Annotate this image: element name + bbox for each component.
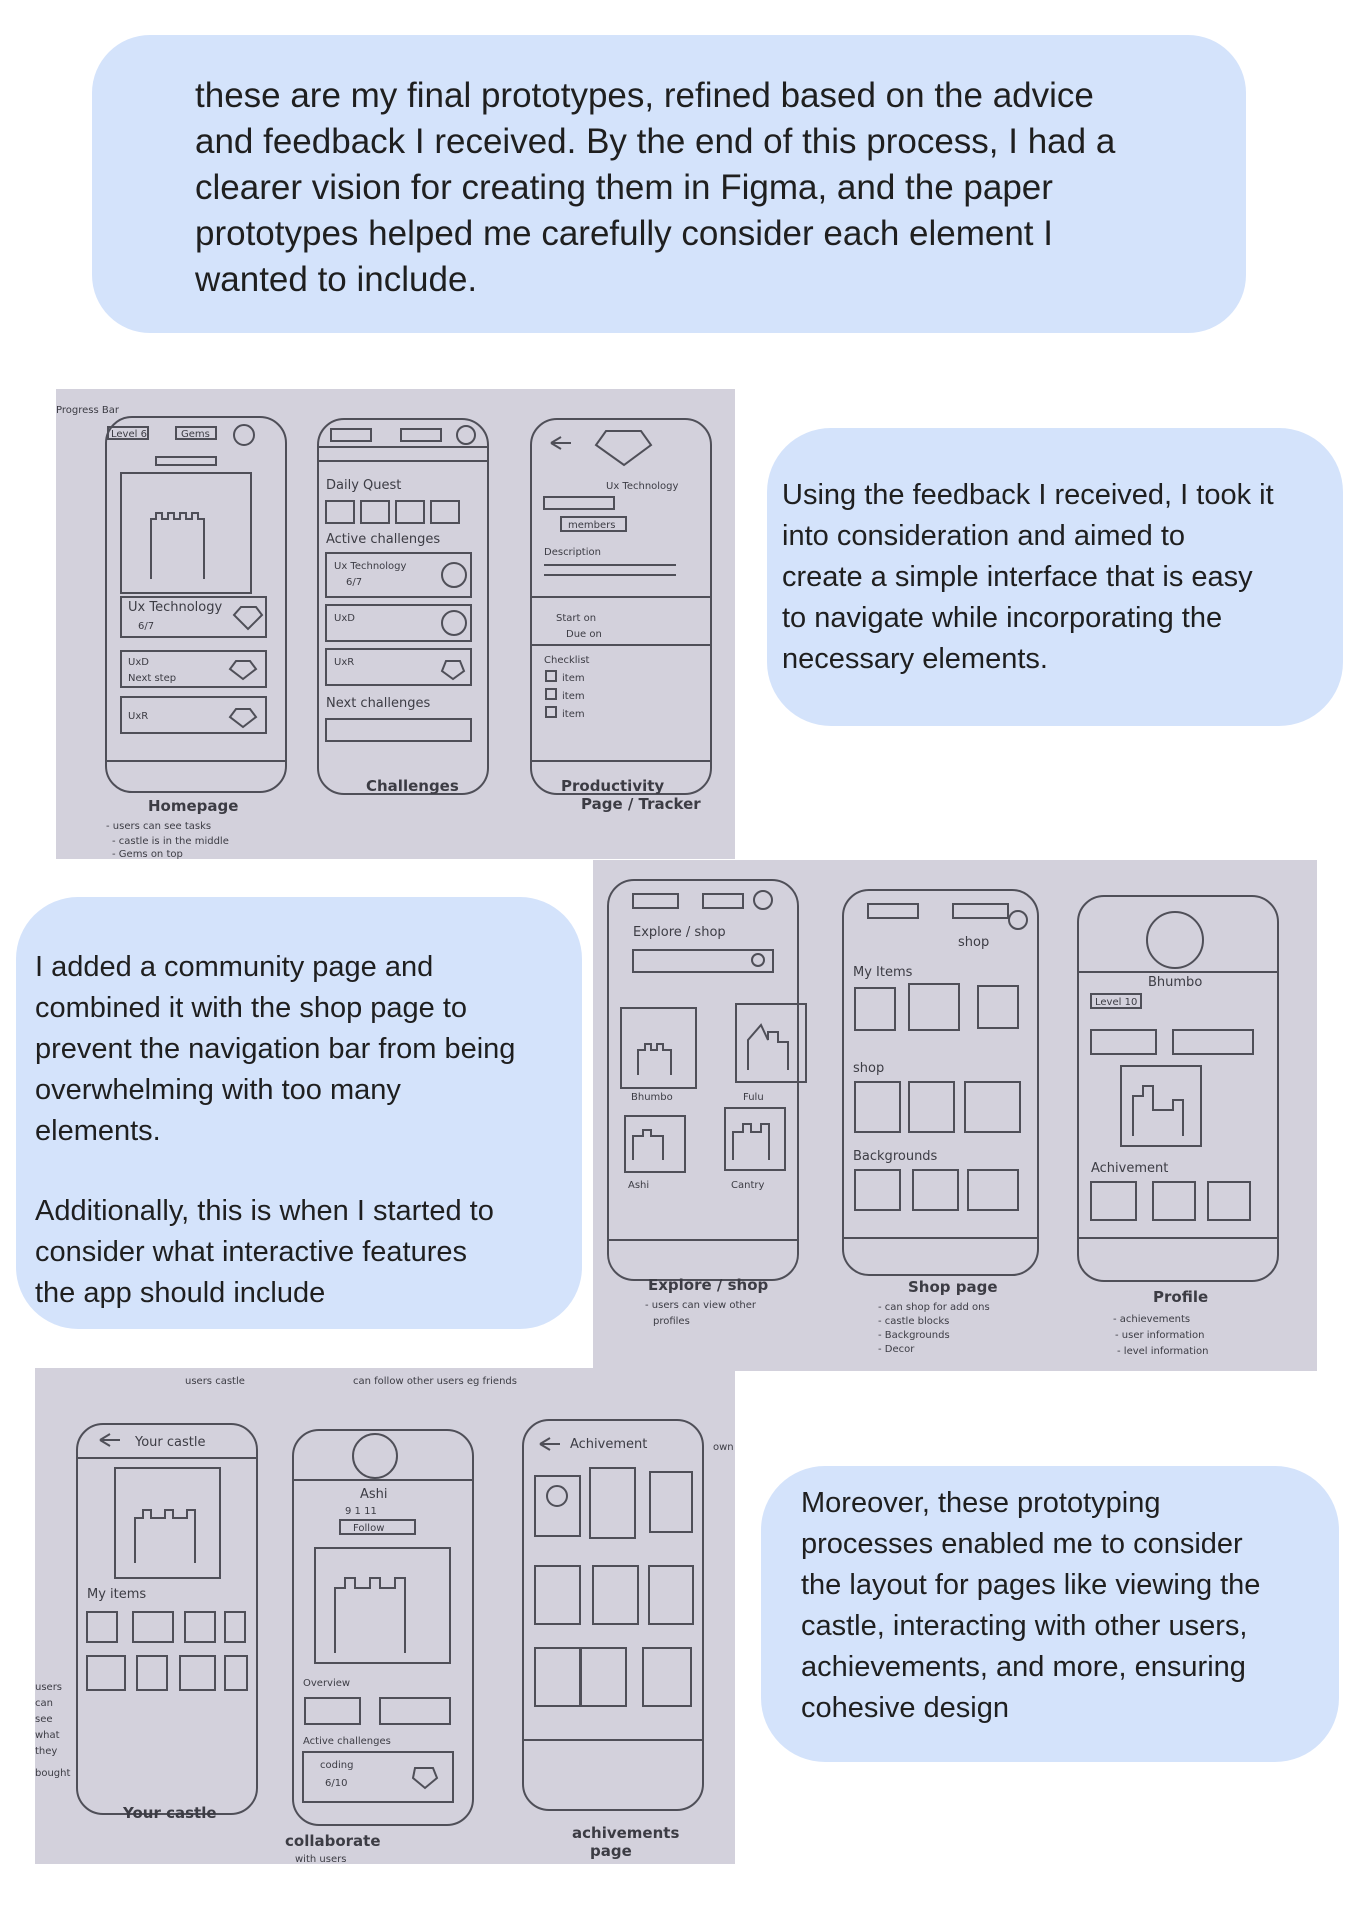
friend-name: Ashi <box>360 1487 388 1502</box>
profile-section: Achivement <box>1091 1161 1169 1176</box>
note-line: castle, interacting with other users, <box>801 1610 1248 1642</box>
card-label: UxD <box>128 657 149 668</box>
caption-tracker: Page / Tracker <box>581 795 701 813</box>
profile-note: - achievements <box>1113 1314 1191 1325</box>
castle-box <box>121 473 251 593</box>
sketch-drawing-2 <box>593 860 1317 1371</box>
phone-outline-tracker <box>531 419 711 794</box>
tracker-row: members <box>568 520 616 531</box>
intro-line: and feedback I received. By the end of this process, I had a <box>195 122 1116 161</box>
challenge-row: Active challenges <box>326 532 441 547</box>
castle-sketch <box>151 513 204 579</box>
shop-title: shop <box>958 935 990 950</box>
sketch-drawing-3 <box>35 1368 735 1864</box>
shop-section: Backgrounds <box>853 1149 938 1164</box>
caption-profile: Profile <box>1153 1288 1209 1306</box>
castle-section: My items <box>87 1587 147 1602</box>
avatar <box>1147 912 1203 968</box>
friend-stats: 9 1 11 <box>345 1506 377 1517</box>
note-line: necessary elements. <box>782 643 1048 675</box>
sketch-note: users castle <box>185 1376 245 1387</box>
achievement-title: Achivement <box>570 1437 648 1452</box>
challenge-row: Daily Quest <box>326 478 402 493</box>
tracker-row: Description <box>544 547 601 558</box>
sketch-photo-castle-friend-achievements <box>35 1368 735 1864</box>
shop-note: - Backgrounds <box>878 1330 950 1341</box>
phone-outline-castle <box>77 1424 257 1814</box>
profile-name: Bhumbo <box>1148 975 1203 990</box>
community-note-text-2 <box>35 1191 575 1314</box>
homepage-note: - users can see tasks <box>106 821 212 832</box>
layout-note-bubble <box>761 1466 1339 1762</box>
note-line: Using the feedback I received, I took it <box>782 479 1274 511</box>
card-progress: 6/7 <box>138 621 155 632</box>
phone-outline-achievements <box>523 1420 703 1810</box>
community-note-bubble <box>16 897 582 1329</box>
follow-label: Follow <box>353 1523 385 1534</box>
right-note: own <box>713 1442 734 1453</box>
sketch-photo-homepage-challenges-tracker <box>56 389 735 859</box>
note-line: create a simple interface that is easy <box>782 561 1253 593</box>
note-line: the layout for pages like viewing the <box>801 1569 1261 1601</box>
sketch-drawing-1 <box>56 389 735 859</box>
side-note: users <box>35 1682 63 1693</box>
shop-section: My Items <box>853 965 913 980</box>
intro-line: clearer vision for creating them in Figma, and the paper <box>195 168 1053 207</box>
shop-note: - can shop for add ons <box>878 1302 990 1313</box>
phone-outline-explore <box>608 880 798 1280</box>
note-line: to navigate while incorporating the <box>782 602 1223 634</box>
profile-note: - level information <box>1117 1346 1209 1357</box>
active-label: Active challenges <box>303 1736 391 1747</box>
gems-label: Gems <box>181 429 210 440</box>
explore-user: Ashi <box>628 1180 650 1191</box>
note-line: achievements, and more, ensuring <box>801 1651 1246 1683</box>
intro-line: prototypes helped me carefully consider each element I <box>195 214 1053 253</box>
search-icon <box>752 954 764 966</box>
coding-label: coding <box>320 1760 354 1771</box>
intro-line: these are my final prototypes, refined based on the advice <box>195 76 1094 115</box>
gem-icon <box>230 661 256 679</box>
caption-homepage: Homepage <box>148 797 239 815</box>
explore-user: Bhumbo <box>631 1092 673 1103</box>
tracker-row: item <box>562 673 585 684</box>
tracker-row: item <box>562 709 585 720</box>
castle-title: Your castle <box>135 1435 206 1450</box>
caption-productivity: Productivity <box>561 777 665 795</box>
note-line: the app should include <box>35 1277 326 1309</box>
progress-bar <box>156 457 216 465</box>
challenge-row: UxD <box>334 613 355 624</box>
gem-icon <box>596 431 651 465</box>
intro-bubble <box>92 35 1246 333</box>
note-line: cohesive design <box>801 1692 1009 1724</box>
tracker-row: Due on <box>566 629 602 640</box>
tracker-row: Start on <box>556 613 597 624</box>
caption-achievements-page: page <box>590 1842 632 1860</box>
note-line: consider what interactive features <box>35 1236 467 1268</box>
note-line: prevent the navigation bar from being <box>35 1033 516 1065</box>
profile-note: - user information <box>1115 1330 1205 1341</box>
overview-label: Overview <box>303 1678 351 1689</box>
sketch-note: Progress Bar <box>56 405 119 416</box>
side-note: see <box>35 1714 53 1725</box>
shop-note: - castle blocks <box>878 1316 950 1327</box>
coding-progress: 6/10 <box>325 1778 348 1789</box>
feedback-note-bubble <box>767 428 1343 726</box>
layout-note-text <box>801 1483 1326 1729</box>
gem-icon <box>230 709 256 727</box>
card-label: UxR <box>128 711 149 722</box>
note-line: overwhelming with too many <box>35 1074 401 1106</box>
phone-outline-challenges <box>318 419 488 794</box>
tracker-row: Checklist <box>544 655 590 666</box>
sketch-photo-explore-shop-profile <box>593 860 1317 1371</box>
explore-note: - users can view other <box>645 1300 756 1311</box>
caption-explore: Explore / shop <box>648 1276 769 1294</box>
badge-icon <box>547 1486 567 1506</box>
note-line: processes enabled me to consider <box>801 1528 1243 1560</box>
community-note-text <box>35 947 575 1152</box>
challenge-row: 6/7 <box>346 577 363 588</box>
note-line: combined it with the shop page to <box>35 992 468 1024</box>
homepage-note: - castle is in the middle <box>112 836 229 847</box>
caption-challenges: Challenges <box>366 777 459 795</box>
explore-user: Cantry <box>731 1180 765 1191</box>
intro-text <box>195 73 1195 303</box>
note-line: Moreover, these prototyping <box>801 1487 1161 1519</box>
caption-achievements: achivements <box>572 1824 680 1842</box>
note-line: I added a community page and <box>35 951 434 983</box>
side-note: what <box>35 1730 60 1741</box>
feedback-note-text <box>782 475 1337 680</box>
card-label: Next step <box>128 673 177 684</box>
caption-castle: Your castle <box>123 1804 217 1822</box>
caption-collaborate: collaborate <box>285 1832 381 1850</box>
caption-collaborate-2: with users <box>295 1854 347 1864</box>
explore-title: Explore / shop <box>633 925 726 940</box>
level-label: Level 6 <box>111 429 147 440</box>
side-note: they <box>35 1746 58 1757</box>
side-note: bought <box>35 1768 71 1779</box>
note-line: Additionally, this is when I started to <box>35 1195 494 1227</box>
challenge-row: Ux Technology <box>334 561 407 572</box>
phone-outline-profile <box>1078 896 1278 1281</box>
note-line: into consideration and aimed to <box>782 520 1186 552</box>
side-note: can <box>35 1698 53 1709</box>
card-label: Ux Technology <box>128 600 223 615</box>
tracker-row: Ux Technology <box>606 481 679 492</box>
caption-shop: Shop page <box>908 1278 998 1296</box>
explore-note: profiles <box>653 1316 690 1327</box>
sketch-note: can follow other users eg friends <box>353 1376 517 1387</box>
challenge-row: Next challenges <box>326 696 431 711</box>
note-line: elements. <box>35 1115 161 1147</box>
challenge-row: UxR <box>334 657 355 668</box>
gem-icon <box>234 607 262 629</box>
shop-section: shop <box>853 1061 885 1076</box>
intro-line: wanted to include. <box>195 260 478 299</box>
tracker-row: item <box>562 691 585 702</box>
shop-note: - Decor <box>878 1344 915 1355</box>
friend-avatar <box>353 1434 397 1478</box>
explore-user: Fulu <box>743 1092 764 1103</box>
profile-level: Level 10 <box>1095 997 1138 1008</box>
homepage-note: - Gems on top <box>112 849 183 859</box>
